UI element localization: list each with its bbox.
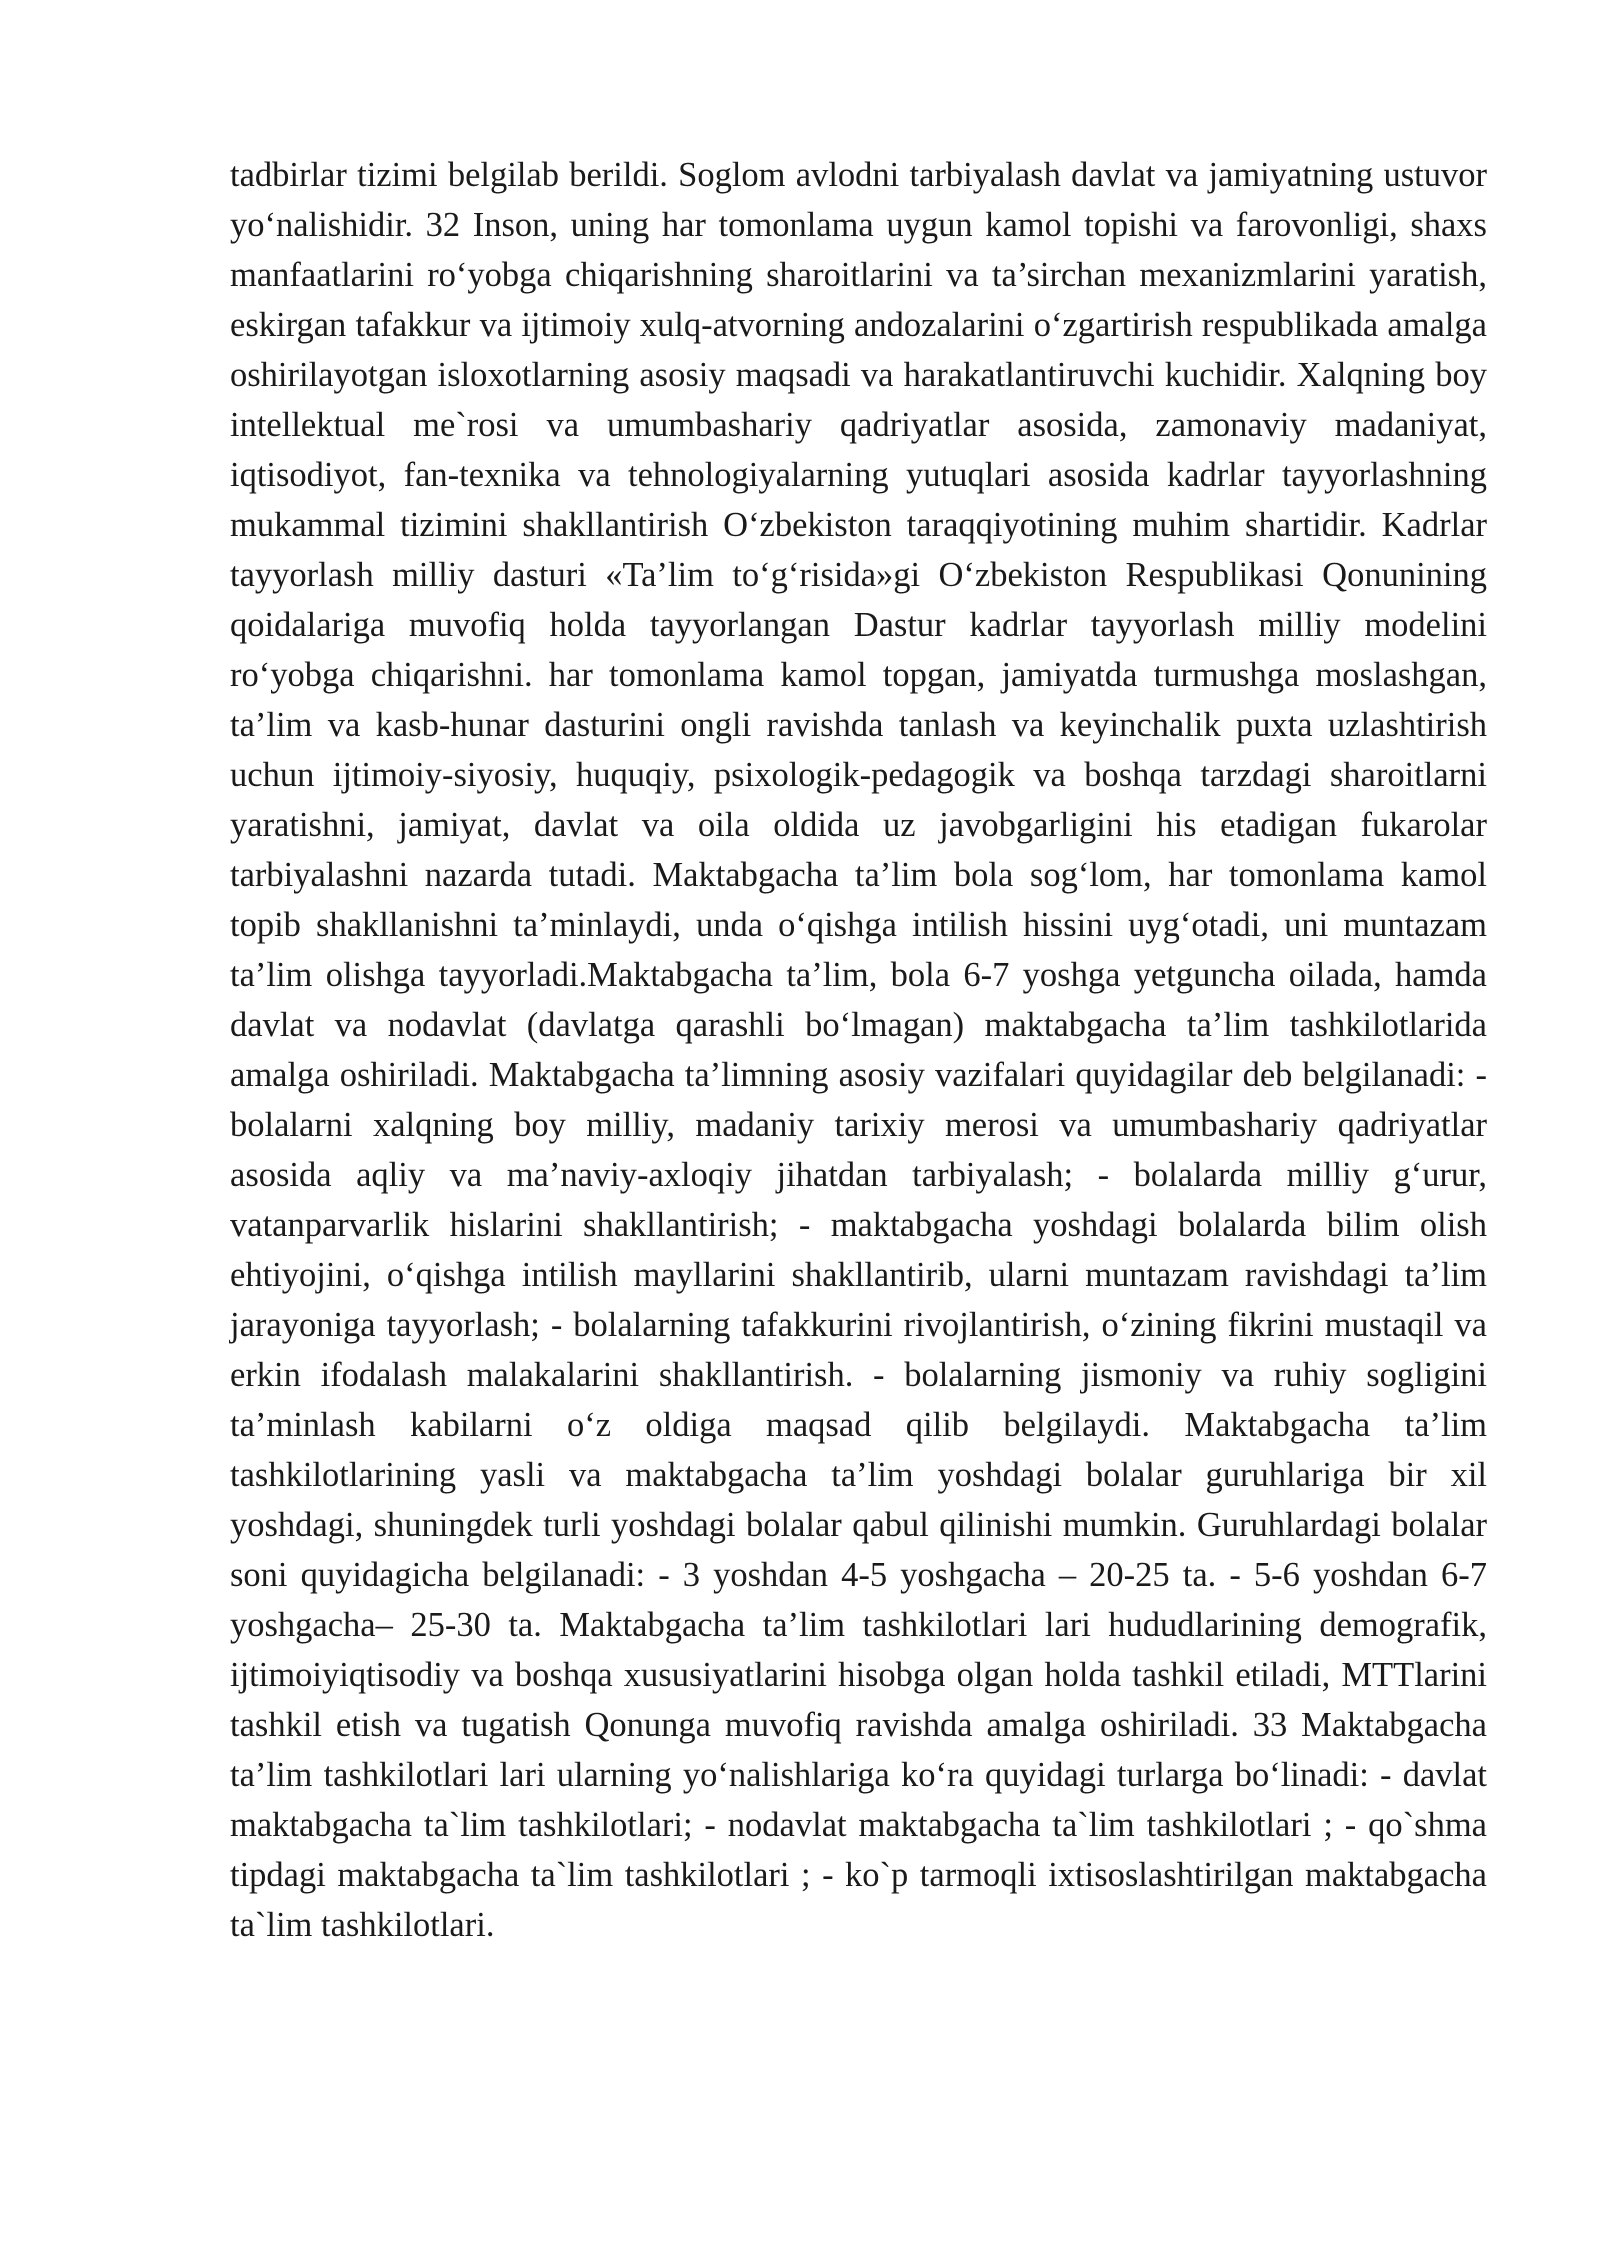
body-paragraph: tadbirlar tizimi belgilab berildi. Soglom avlodni tarbiyalash davlat va jamiyatning ustuvor yo‘nalishidir. 32 Inson, uning har tomonlama uygun kamol topishi va farovonligi, shaxs manfaatlarini ro‘yobga chiqarishning sharoitlarini va ta’sirchan mexanizmlarini yaratish, eskirgan tafakkur va ijtimoiy xulq-atvorning andozalarini o‘zgartirish respublikada amalga oshirilayotgan isloxotlarning asosiy maqsadi va harakatlantiruvchi kuchidir. Xalqning boy intellektual me`rosi va umumbashariy qadriyatlar asosida, zamonaviy madaniyat, iqtisodiyot, fan-texnika va tehnologiyalarning yutuqlari asosida kadrlar tayyorlashning mukammal tizimini shakllantirish O‘zbekiston taraqqiyotining muhim shartidir. Kadrlar tayyorlash milliy dasturi «Ta’lim to‘g‘risida»gi O‘zbekiston Respublikasi Qonunining qoidalariga muvofiq holda tayyorlangan Dastur kadrlar tayyorlash milliy modelini ro‘yobga chiqarishni. har tomonlama kamol topgan, jamiyatda turmushga moslashgan, ta’lim va kasb-hunar dasturini ongli ravishda tanlash va keyinchalik puxta uzlashtirish uchun ijtimoiy-siyosiy, huquqiy, psixologik-pedagogik va boshqa tarzdagi sharoitlarni yaratishni, jamiyat, davlat va oila oldida uz javobgarligini his etadigan fukarolar tarbiyalashni nazarda tutadi. Maktabgacha ta’lim bola sog‘lom, har tomonlama kamol topib shakllanishni ta’minlaydi, unda o‘qishga intilish hissini uyg‘otadi, uni muntazam ta’lim olishga tayyorladi.Maktabgacha ta’lim, bola 6-7 yoshga yetguncha oilada, hamda davlat va nodavlat (davlatga qarashli bo‘lmagan) maktabgacha ta’lim tashkilotlarida amalga oshiriladi. Maktabgacha ta’limning asosiy vazifalari quyidagilar deb belgilanadi: - bolalarni xalqning boy milliy, madaniy tarixiy merosi va umumbashariy qadriyatlar asosida aqliy va ma’naviy-axloqiy jihatdan tarbiyalash; - bolalarda milliy g‘urur, vatanparvarlik hislarini shakllantirish; - maktabgacha yoshdagi bolalarda bilim olish ehtiyojini, o‘qishga intilish mayllarini shakllantirib, ularni muntazam ravishdagi ta’lim jarayoniga tayyorlash; - bolalarning tafakkurini rivojlantirish, o‘zining fikrini mustaqil va erkin ifodalash malakalarini shakllantirish. - bolalarning jismoniy va ruhiy sogligini ta’minlash kabilarni o‘z oldiga maqsad qilib belgilaydi. Maktabgacha ta’lim tashkilotlarining yasli va maktabgacha ta’lim yoshdagi bolalar guruhlariga bir xil yoshdagi, shuningdek turli yoshdagi bolalar qabul qilinishi mumkin. Guruhlardagi bolalar soni quyidagicha belgilanadi: - 3 yoshdan 4-5 yoshgacha – 20-25 ta. - 5-6 yoshdan 6-7 yoshgacha– 25-30 ta. Maktabgacha ta’lim tashkilotlari lari hududlarining demografik, ijtimoiyiqtisodiy va boshqa xususiyatlarini hisobga olgan holda tashkil etiladi, MTTlarini tashkil etish va tugatish Qonunga muvofiq ravishda amalga oshiriladi. 33 Maktabgacha ta’lim tashkilotlari lari ularning yo‘nalishlariga ko‘ra quyidagi turlarga bo‘linadi: - davlat maktabgacha ta`lim tashkilotlari; - nodavlat maktabgacha ta`lim tashkilotlari ; - qo`shma tipdagi maktabgacha ta`lim tashkilotlari ; - ko`p tarmoqli ixtisoslashtirilgan maktabgacha ta`lim tashkilotlari. [230,156,1487,1944]
